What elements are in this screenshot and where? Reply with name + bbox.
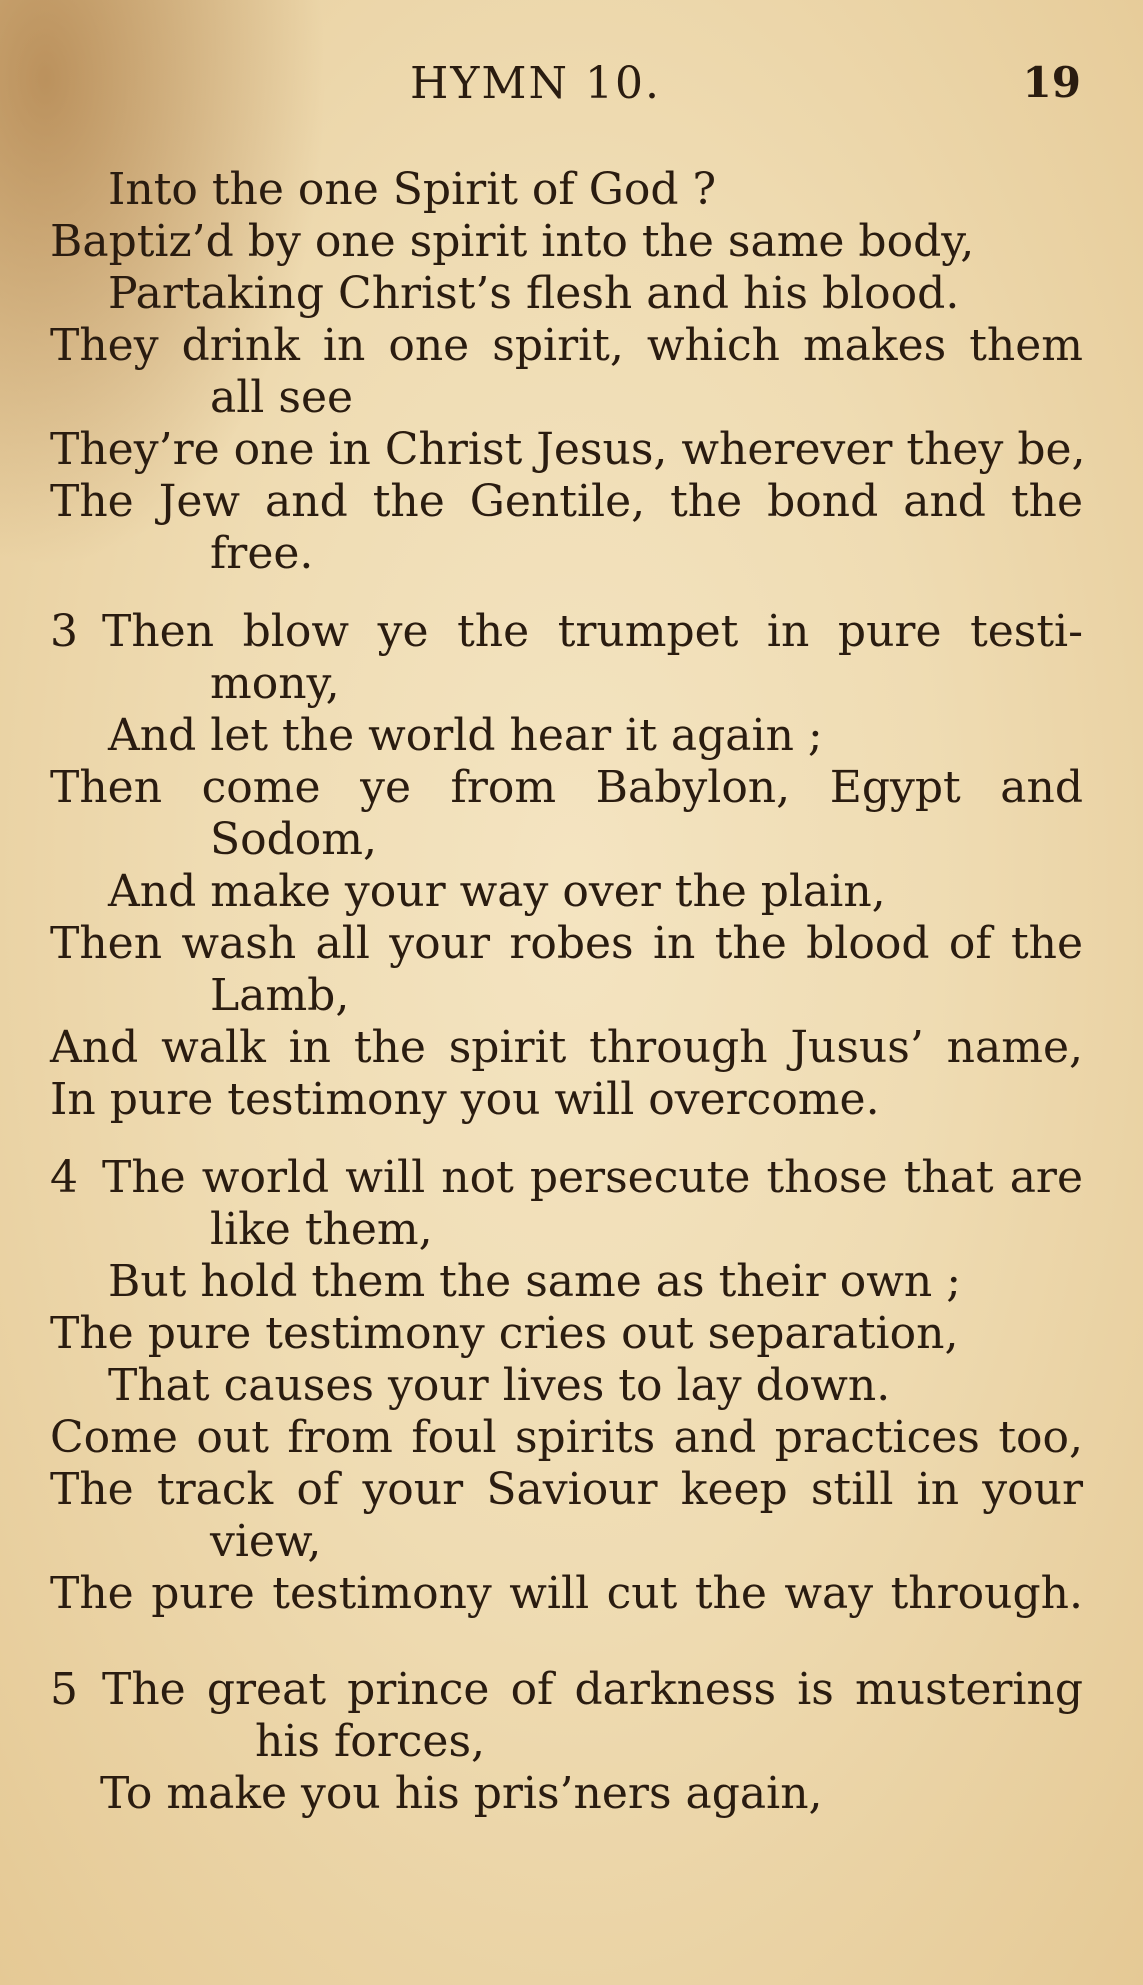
verse-line: Partaking Christ’s flesh and his blood. <box>108 268 960 319</box>
verse-line: mony, <box>210 658 340 709</box>
verse-line: They drink in one spirit, which makes them <box>50 320 1083 371</box>
verse-line: view, <box>210 1516 322 1567</box>
verse-line: like them, <box>210 1204 433 1255</box>
verse-line-text: Then blow ye the trumpet in pure testi- <box>102 606 1083 657</box>
page-number: 19 <box>1022 58 1081 107</box>
verse-line: The track of your Saviour keep still in your <box>50 1464 1083 1515</box>
verse-line-text: The world will not persecute those that are <box>102 1152 1083 1203</box>
verse-line: free. <box>210 528 314 579</box>
verse-line: Baptiz’d by one spirit into the same body, <box>50 216 975 267</box>
verse-number: 4 <box>50 1152 78 1203</box>
verse-line: Then wash all your robes in the blood of the <box>50 918 1083 969</box>
running-title: HYMN 10. <box>410 58 661 109</box>
verse-line: And walk in the spirit through Jusus’ name, <box>50 1022 1083 1073</box>
verse-line: To make you his pris’ners again, <box>100 1768 823 1819</box>
verse-line-text: The great prince of darkness is mustering <box>102 1664 1083 1715</box>
verse-line <box>50 606 1083 658</box>
verse-line: That causes your lives to lay down. <box>108 1360 891 1411</box>
verse-line: The pure testimony cries out separation, <box>50 1308 959 1359</box>
verse-line: But hold them the same as their own ; <box>108 1256 962 1307</box>
verse-line: Into the one Spirit of God ? <box>108 164 717 215</box>
verse-line: Sodom, <box>210 814 377 865</box>
verse-line: The pure testimony will cut the way through. <box>50 1568 1083 1619</box>
verse-number: 3 <box>50 606 78 657</box>
verse-line: his forces, <box>255 1716 486 1767</box>
verse-line: And make your way over the plain, <box>108 866 886 917</box>
verse-number: 5 <box>50 1664 78 1715</box>
verse-line: And let the world hear it again ; <box>108 710 823 761</box>
verse-line: Come out from foul spirits and practices too, <box>50 1412 1083 1463</box>
verse-line: all see <box>210 372 354 423</box>
verse-line: In pure testimony you will overcome. <box>50 1074 880 1125</box>
verse-line: They’re one in Christ Jesus, wherever they be, <box>50 424 1086 475</box>
verse-line <box>50 1152 1083 1204</box>
verse-line <box>50 1664 1083 1716</box>
verse-line: The Jew and the Gentile, the bond and the <box>50 476 1083 527</box>
page-header <box>0 58 1143 118</box>
verse-line: Lamb, <box>210 970 350 1021</box>
verse-line: Then come ye from Babylon, Egypt and <box>50 762 1083 813</box>
